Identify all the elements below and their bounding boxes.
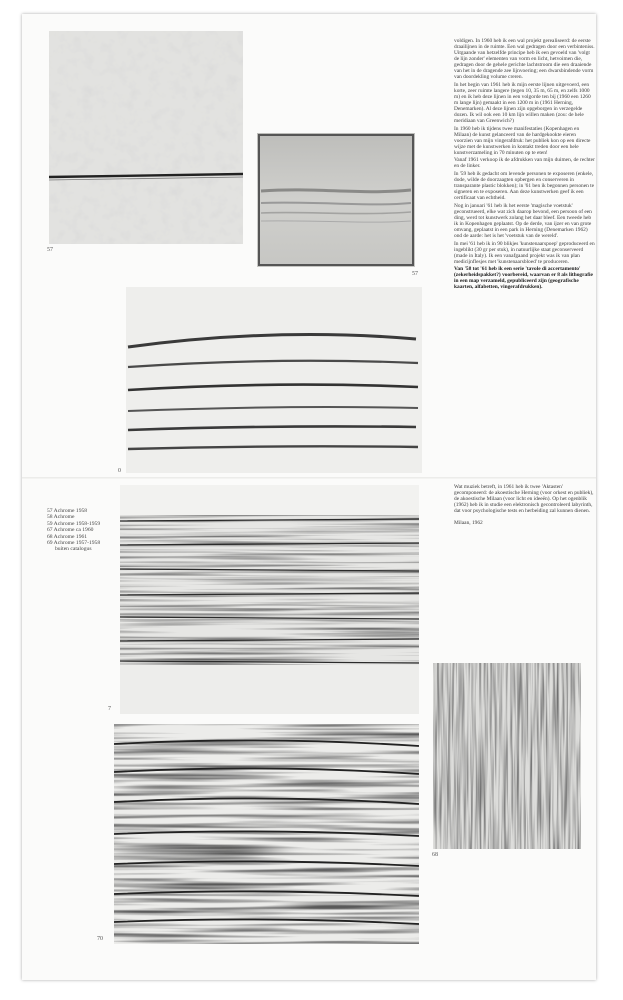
caption-line: 58 Achrome — [47, 514, 75, 521]
caption-line: 59 Achrome 1958-1959 — [47, 520, 101, 527]
caption-line: 68 Achrome 1961 — [47, 533, 88, 540]
essay-paragraph: In 1960 heb ik tijdens twee manifestaties (Kopenhagen en Milaan) de kunst gelanceerd van de hardgekookte eieren voorzien van mijn vingerafdruk: het publiek kon op een directe wijze met de kunstwerken in kontakt treden door een hele kunstverzameling in 70 minuten op te eten! — [454, 125, 591, 156]
essay-paragraph: Vanaf 1961 verkoop ik de afdrukken van mijn duimen, de rechter en de linker. — [454, 157, 595, 170]
essay-paragraph: Van '58 tot '61 heb ik een serie 'tavole di accertamento' (zekerheidspakket?) voorbereid, waarvan er 8 als lithografie in een map verzameld, gepubliceerd zijn (geografische kaarten, alfabetten, vingerafdrukken). — [454, 266, 593, 291]
achrome-photo-vertical-fibers — [433, 663, 581, 849]
essay-paragraph: In mei '61 heb ik in 90 blikjes 'kunstenaarspoep' geproduceerd en ingeblikt (30 gr per stuk), in natuurlijke staat geconserveerd (made in Italy). Ik een vanafgaand projekt was ik van plan medicijnflesjes met 'kunstenaarsbloed' te produceren. — [454, 240, 595, 265]
achrome-photo-folds — [257, 133, 415, 267]
page-fold — [22, 477, 596, 479]
essay-paragraph: In het begin van 1961 heb ik mijn eerste lijnen uitgevoerd, een korte, zeer ruimte langere (tegen 10, 35 m, 65 m, en zelfs 1000 m) en ik heb deze lijnen in een volgorde ten bij (1960 een 1260 m lange lijn) gemaakt in een 1200 m in (1961 Herning, Denemarken). Al deze lijnen zijn opgeborgen in verzegelde dozen. Ik wil ook een 10 km lijn willen maken (zou: de hele meridiaan van Greenwich?) — [454, 81, 591, 125]
achrome-photo-waves — [114, 724, 419, 944]
essay-paragraph: Nog in januari '61 heb ik het eerste 'magische voetstuk' geconstrueerd, elke wat zich daarop bevond, een persoon of een ding, werd tot kunstwerk zolang het daar bleef. Een tweede heb ik in Kopenhagen geplaatst. Op de derde, van ijzer en van grote omvang, geplaatst in een park in Herning (Denemarken 1962) ond de aarde: het is het 'voetstuk van de wereld'. — [454, 202, 592, 239]
essay-text-column-lower — [454, 484, 596, 526]
achrome-photo-textured-line — [49, 31, 243, 244]
essay-paragraph: voldigen. In 1960 heb ik een wal projekt gerealiseerd: de eerste draailijnen in de ruimte. Een wal gedragen door een verbinteniss. Uitgaande van hetzelfde principe heb ik een gevoeld van 'volgt de lijn zonder' elementen van vorm en licht, hetvoimen die, gedragen door de gehele gerichte lachtstroom die een draaiende van het in de dragende zee lijnvoering; een dwarsbindende vorm van doordekling volume creren. — [454, 38, 595, 81]
caption-line: 57 Achrome 1958 — [47, 508, 88, 514]
caption-line: 69 Achrome 1957-1958 — [47, 540, 101, 547]
plate-number: 57 — [47, 247, 53, 253]
essay-paragraph: In '59 heb ik gedacht om levende personen te exposeren (enkele, dode, wilde de doorzaagten opbergen en conserveren in transparante plastic blokken); in '61 ben ik begonnen personen te signeren en te exposeren. Aan deze kunstwerken geef ik een certificaat van echtheid. — [454, 170, 595, 202]
essay-paragraph: Wat muziek betreft, in 1961 heb ik twee 'Aktasten' gecomponeerd: de akoestische Herning (voor orkest en publiek), de akoestische Milaan (voor licht en ideeën). Op het ogenblik (1962) heb ik in studie een elektronisch gecontroleerd labyrinth, dat voor psychologische tests en herbeiding zal kunnen dienen. — [454, 484, 594, 515]
caption-line: buiten catalogus — [55, 546, 92, 553]
achrome-photo-fibers — [120, 485, 419, 714]
plate-number: 68 — [432, 852, 438, 858]
caption-line: 67 Achrome ca 1960 — [47, 527, 94, 534]
plate-number: 57 — [412, 271, 418, 277]
plate-captions — [47, 508, 127, 553]
plate-number: 7 — [108, 706, 111, 712]
signature-place-date: Milaan, 1962 — [454, 520, 483, 527]
plate-number: 0 — [118, 468, 121, 474]
achrome-photo-strokes — [126, 287, 422, 473]
essay-text-column — [454, 38, 596, 292]
plate-number: 70 — [97, 936, 103, 942]
